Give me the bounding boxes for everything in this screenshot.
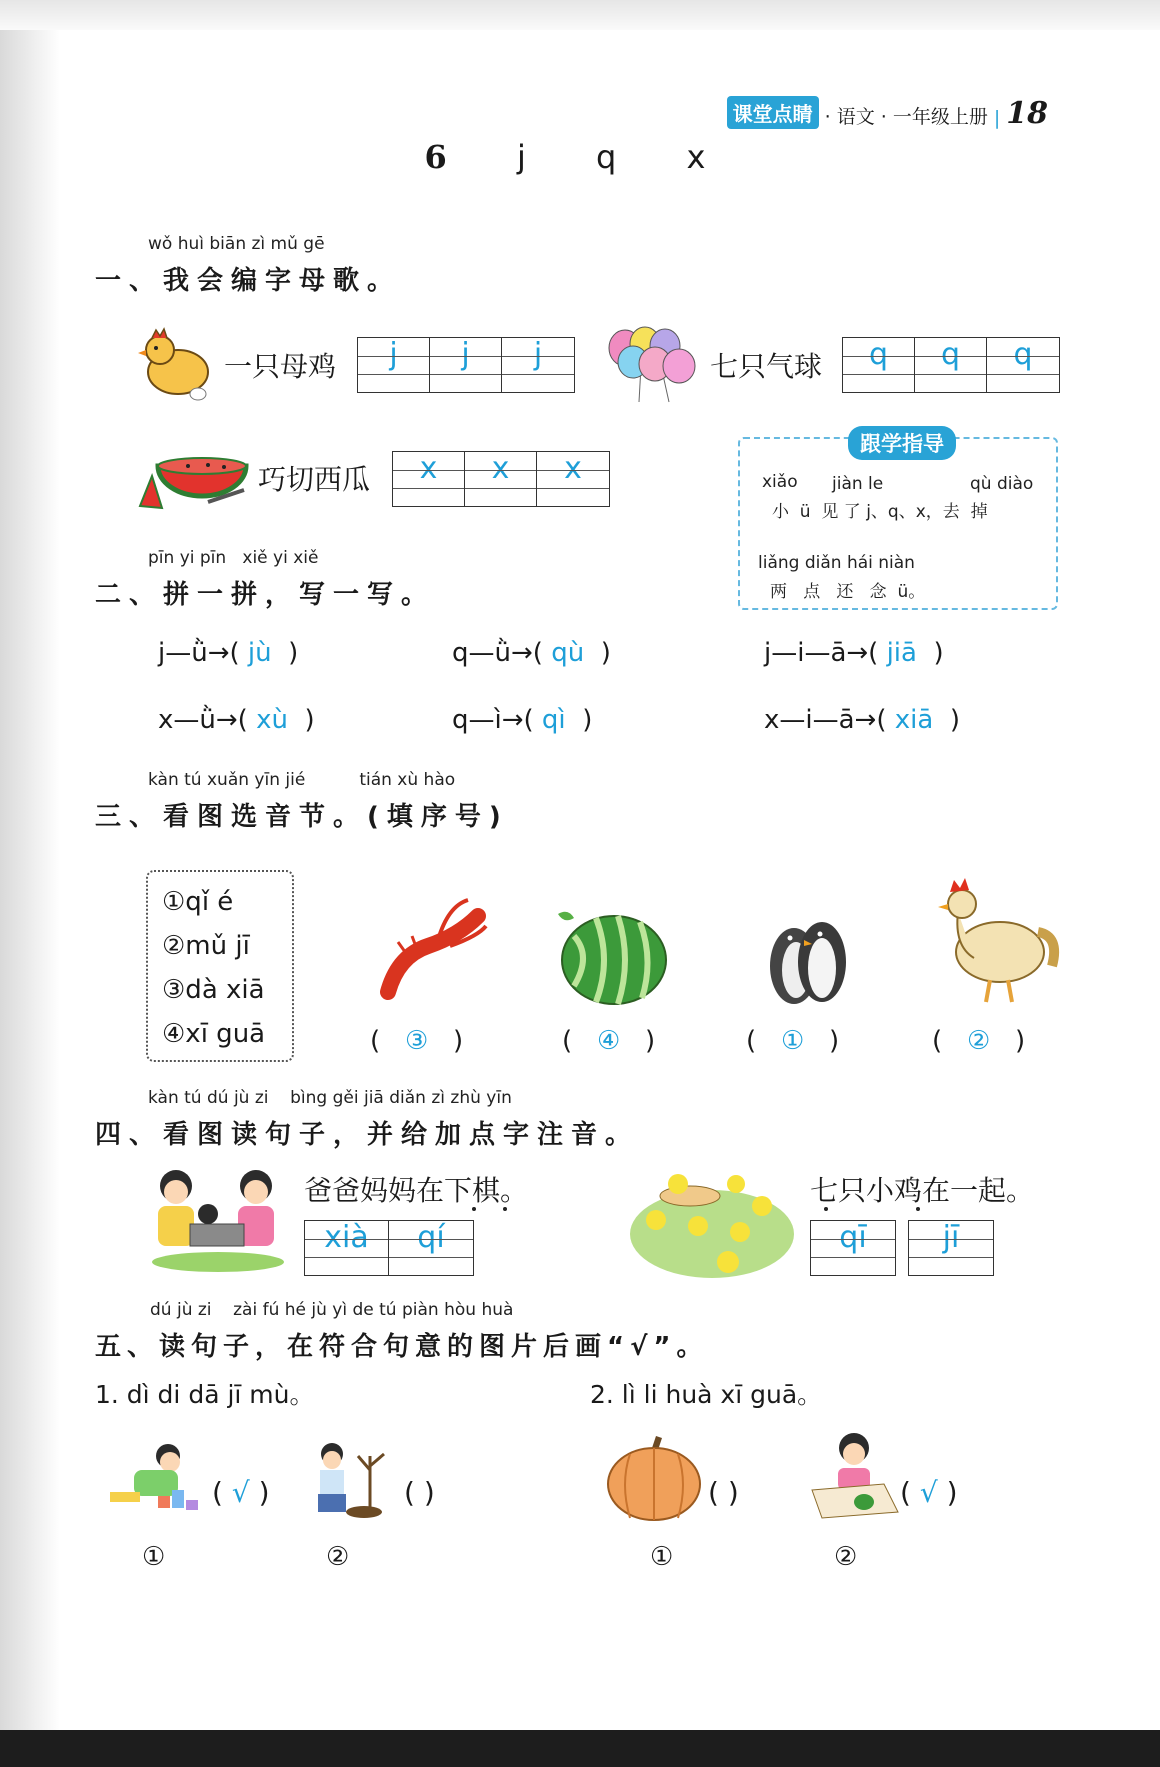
section4-title: 四、看图读句子，并给加点字注音。	[95, 1120, 640, 1150]
s1-label-2: 七只气球	[710, 350, 823, 383]
writing-cell: j	[358, 338, 430, 392]
lesson-title	[0, 138, 1160, 176]
writing-cell: qī	[811, 1221, 895, 1275]
checkmark: √	[231, 1476, 250, 1509]
guide-pinyin-1b: jiàn le	[832, 474, 884, 494]
answer: xù	[256, 705, 288, 735]
s1-grid-1	[357, 337, 575, 393]
choice-2: ②mǔ jī	[162, 931, 250, 961]
answer: jiā	[886, 638, 917, 668]
s4-grid-3	[908, 1220, 994, 1276]
s5-number-3: ①	[650, 1542, 674, 1572]
writing-cell: x	[537, 452, 609, 506]
s4-grid-2	[810, 1220, 896, 1276]
section2-title: 二、拼一拼，写一写。	[95, 580, 436, 610]
writing-cell: qí	[389, 1221, 473, 1275]
s1-label-1: 一只母鸡	[224, 350, 337, 383]
writing-cell: q	[987, 338, 1059, 392]
writing-cell: j	[430, 338, 502, 392]
writing-cell: x	[393, 452, 465, 506]
s3-answer-2: ( ④ )	[562, 1026, 656, 1056]
section2-pinyin: pīn yi pīn xiě yi xiě	[148, 548, 319, 568]
s5-number-2: ②	[326, 1542, 350, 1572]
choice-3: ③dà xiā	[162, 975, 265, 1005]
section5-pinyin: dú jù zi zài fú hé jù yì de tú piàn hòu huà	[150, 1300, 514, 1320]
page-number: 18	[1006, 96, 1048, 131]
section5-title: 五、读句子，在符合句意的图片后画“√”。	[95, 1332, 709, 1362]
s2-item-2: q—ǜ→( qù )	[452, 638, 611, 668]
answer: qì	[541, 705, 566, 735]
writing-cell: x	[465, 452, 537, 506]
window-bottom-bar	[0, 1730, 1160, 1767]
writing-cell: xià	[305, 1221, 389, 1275]
header-divider: |	[993, 107, 1001, 129]
dot-mark	[824, 1207, 828, 1211]
lesson-number: 6	[424, 138, 477, 176]
guide-text-2: 两 点 还 念 ü。	[770, 582, 926, 602]
guide-pinyin-2: liǎng diǎn hái niàn	[758, 553, 915, 573]
parents-chess-icon	[150, 1162, 286, 1272]
guide-pinyin-1a: xiǎo	[762, 472, 798, 492]
s2-item-1: j—ǜ→( jù )	[158, 638, 299, 668]
guide-text-1: 小 ü 见 了 j、q、x，去 掉	[772, 502, 988, 522]
pumpkin-icon	[606, 1434, 702, 1520]
book-subject: · 语文 · 一年级上册	[824, 106, 988, 128]
choice-4: ④xī guā	[162, 1019, 266, 1049]
answer: qù	[551, 638, 585, 668]
writing-cell: q	[843, 338, 915, 392]
dot-mark	[503, 1207, 507, 1211]
s3-answer-4: ( ② )	[932, 1026, 1026, 1056]
writing-cell: j	[502, 338, 574, 392]
shrimp-icon	[378, 896, 486, 996]
answer: ①	[780, 1026, 805, 1056]
s2-item-5: q—ì→( qì )	[452, 705, 593, 735]
s3-answer-3: ( ① )	[746, 1026, 840, 1056]
s4-grid-1	[304, 1220, 474, 1276]
dot-mark	[916, 1207, 920, 1211]
child-building-blocks-icon	[108, 1440, 204, 1516]
s2-item-4: x—ǜ→( xù )	[158, 705, 315, 735]
checkmark: √	[919, 1476, 938, 1509]
s3-answer-1: ( ③ )	[370, 1026, 464, 1056]
chicks-icon	[628, 1162, 796, 1282]
answer: ②	[966, 1026, 991, 1056]
s5-mark-1: ( √ )	[212, 1476, 270, 1509]
lesson-letters: j q x	[516, 138, 736, 176]
study-guide-title: 跟学指导	[848, 426, 956, 460]
s1-grid-2	[842, 337, 1060, 393]
s2-item-3: j—i—ā→( jiā )	[764, 638, 944, 668]
window-top-edge	[0, 0, 1160, 30]
answer: xiā	[894, 705, 934, 735]
section1-pinyin: wǒ huì biān zì mǔ gē	[148, 234, 325, 254]
s5-mark-3: ( )	[708, 1476, 739, 1509]
s4-sentence-2: 七只小鸡在一起。	[810, 1174, 1035, 1207]
section1-title: 一、我会编字母歌。	[95, 266, 402, 296]
s5-mark-2: ( )	[404, 1476, 435, 1509]
answer: jù	[247, 638, 272, 668]
hen-icon	[138, 328, 214, 400]
watermelon-slice-icon	[138, 446, 250, 514]
choice-1: ①qǐ é	[162, 887, 234, 917]
page-header	[727, 96, 1048, 129]
s5-mark-4: ( √ )	[900, 1476, 958, 1509]
answer: ④	[596, 1026, 621, 1056]
s2-item-6: x—i—ā→( xiā )	[764, 705, 960, 735]
syllable-choices	[146, 870, 294, 1062]
watermelon-icon	[552, 906, 670, 1004]
s1-label-3: 巧切西瓜	[258, 463, 371, 496]
guide-pinyin-1c: qù diào	[970, 474, 1034, 494]
s5-number-1: ①	[142, 1542, 166, 1572]
girl-drawing-icon	[808, 1430, 902, 1520]
s4-sentence-1: 爸爸妈妈在下棋。	[304, 1174, 529, 1207]
book-badge: 课堂点睛	[727, 96, 819, 129]
answer: ③	[404, 1026, 429, 1056]
writing-cell: jī	[909, 1221, 993, 1275]
s1-grid-3	[392, 451, 610, 507]
s5-question-1: 1. dì di dā jī mù。	[95, 1380, 315, 1409]
section3-title: 三、看图选音节。(填序号)	[95, 802, 509, 832]
section4-pinyin: kàn tú dú jù zi bìng gěi jiā diǎn zì zhù yīn	[148, 1088, 512, 1108]
s5-number-4: ②	[834, 1542, 858, 1572]
writing-cell: q	[915, 338, 987, 392]
penguin-icon	[764, 910, 850, 1006]
dot-mark	[472, 1207, 476, 1211]
rooster-icon	[934, 876, 1062, 1006]
s5-question-2: 2. lì li huà xī guā。	[590, 1380, 823, 1409]
balloons-icon	[603, 326, 699, 402]
section3-pinyin: kàn tú xuǎn yīn jié tián xù hào	[148, 770, 456, 790]
child-planting-tree-icon	[300, 1440, 394, 1518]
page-spine-shadow	[0, 30, 60, 1730]
